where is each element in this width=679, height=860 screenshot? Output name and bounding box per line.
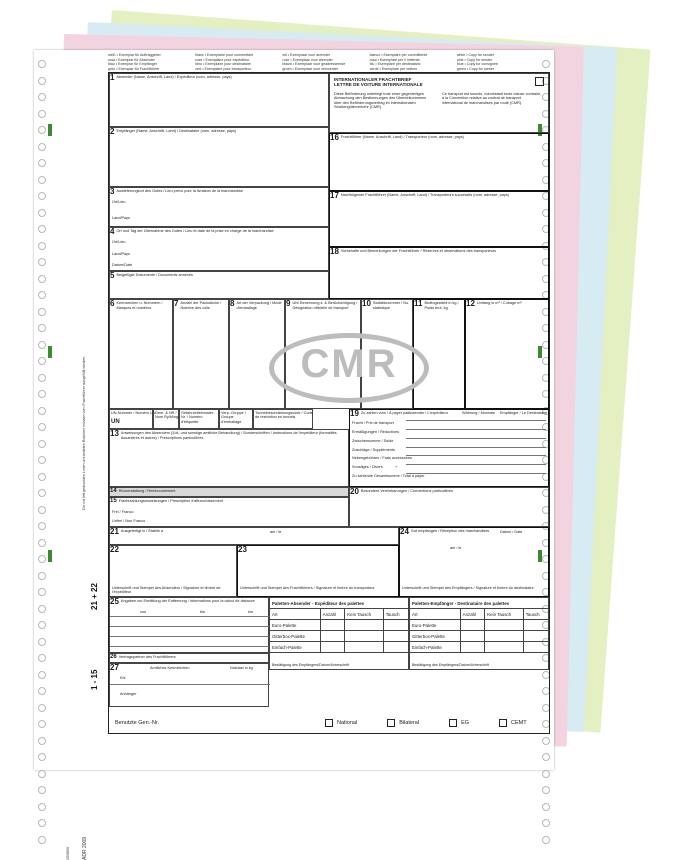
title-block: INTERNATIONALER FRACHTBRIEF LETTRE DE VOITURE INTERNATIONALE Diese Beförderung unterliegt trotz einer gegenteiligen Abmachung den Bestimmungen des Übereinkommens über den Beförderungsvertrag im internationalen Straßengüterverkehr (CMR). Ce transport est soumis, nonobstant toute clause contraire, à la Convention relative au contrat de transport international de marchandises par route (CMR). <box>329 73 549 133</box>
tractor-hole <box>38 687 46 695</box>
tractor-hole <box>38 456 46 464</box>
tractor-hole <box>38 704 46 712</box>
box-9-description[interactable]: 9 UN/ Benennung s. & Berückichtigung / Désignation officielle de transport <box>285 299 361 409</box>
tractor-hole <box>38 60 46 68</box>
tractor-hole <box>38 258 46 266</box>
box-12-volume[interactable]: 12 Umfang in m³ / Cubage m³ <box>465 299 549 409</box>
tractor-hole <box>38 588 46 596</box>
tractor-hole <box>38 143 46 151</box>
tractor-hole <box>38 126 46 134</box>
box-15-freight-payment[interactable]: 15 Frachtzahlungsanweisungen / Prescription d'affranchissement Frei / Franco Unfrei / Non Franco <box>109 497 349 527</box>
tractor-hole <box>38 605 46 613</box>
tractor-hole <box>38 539 46 547</box>
tractor-hole <box>38 638 46 646</box>
box-24-goods-received[interactable]: 24 Gut empfangen / Réception des marchandises Datum / Date am / le Unterschrift und Stempel des Empfängers / Signature et timbre du destinataire <box>399 527 549 597</box>
tractor-hole <box>38 737 46 745</box>
tractor-hole <box>38 621 46 629</box>
adr-label: ADR 2009 <box>82 836 88 860</box>
tractor-hole <box>542 786 550 794</box>
tractor-hole <box>38 720 46 728</box>
pallet-sender-table: Paletten-Absender - Expéditeur des palettes Art Anzahl Kein Tausch Tausch Euro-Palette Gitterbox-Palette Einfach-Palette Bestätigung des Empfängers/Datum/Unterschrift <box>269 597 409 670</box>
box-22-sender-signature[interactable]: 22 Unterschrift und Stempel des Absenders / Signature et timbre de l'expéditeur <box>109 545 237 597</box>
tractor-hole <box>38 242 46 250</box>
range-1-15: 1 - 15 <box>90 669 99 690</box>
tractor-hole <box>38 275 46 283</box>
used-permit-label: Benutzte Gen.-Nr. <box>115 719 160 726</box>
side-note: Die mit fett gedruckten Linien umrandeten Rubriken müssen vom Frachtführer ausgefüllt werden. <box>82 355 86 510</box>
tractor-hole <box>38 324 46 332</box>
tractor-hole <box>542 819 550 827</box>
tractor-hole <box>38 93 46 101</box>
box-21-established[interactable]: 21 Ausgefertigt in / Établie à am / le <box>109 527 399 545</box>
side-labels <box>66 210 110 860</box>
tractor-hole <box>38 291 46 299</box>
tractor-hole <box>38 225 46 233</box>
cmr-watermark: CMR <box>269 333 429 403</box>
copy-legend: weiß • Exemplar für Auftraggeber blanc • Exemplaire pour commettant wit • Exemplaar voor afzender bianco • Esemplare per committente white • Copy for sender rosa • Exemplar für Absender rose • Exemplaire pour expéditeur roze • Exemplaar voor afzender rosa • Esemplare per il mittente pink • Copy for sender blau • Exemplar für Empfänger bleu • Exemplaire pour destinataire blauw • Exemplaar voor geadresseerde blu • Esemplare per destinatario blue • Copy for consignee grün • Exemplar für Frachtführer vert • Exemplaire pour transporteur groen • Exemplaar voor vervoerder verde • Esemplare per vettore green • Copy for carrier <box>108 53 498 71</box>
box-5-documents[interactable]: 5 Beigefügte Dokumente / Documents annexés <box>109 271 329 299</box>
box-16-carrier[interactable]: 16 Frachtführer (Name, Anschrift, Land) / Transporteur (nom, adresse, pays) <box>329 133 549 191</box>
tractor-hole <box>38 209 46 217</box>
left-tractor-holes <box>36 50 48 770</box>
tractor-hole <box>542 753 550 761</box>
left-green-mark <box>48 550 52 562</box>
box-6-marks[interactable]: 6 Kennzeichen u. Nummern / Marques et numéros <box>109 299 173 409</box>
pallet-receiver-table: Paletten-Empfänger - Destinataire des palettes Art Anzahl Kein Tausch Tausch Euro-Palette Gitterbox-Palette Einfach-Palette Bestätigung des Empfängers/Datum/Unterschrift <box>409 597 549 670</box>
box-25-distance[interactable]: 25 Angaben zur Ermittlung der Entfernung / Informations pour la calcul de distance von bis km <box>109 597 269 653</box>
box-13-instructions[interactable]: 13 Anweisungen des Absenders (Zoll- und sonstige amtliche Behandlung) / Sonderschriften / Instructions de l'expéditeur (formalités douanières et autres) / Prescriptions particulières <box>109 429 349 487</box>
box-17-successive-carriers[interactable]: 17 Nachfolgende Frachtführer (Name, Anschrift, Land) / Transporteurs successifs (nom, adresse, pays) <box>329 191 549 247</box>
box-23-carrier-signature[interactable]: 23 Unterschrift und Stempel des Frachtführers / Signature et timbre du transporteur <box>237 545 399 597</box>
dg-col[interactable]: Gem. & NR / Nom Ry/Ming <box>153 409 179 429</box>
range-21-22: 21 + 22 <box>90 583 99 610</box>
tractor-hole <box>38 407 46 415</box>
tractor-hole <box>38 110 46 118</box>
tractor-hole <box>38 803 46 811</box>
form-number: 15/9850 <box>66 847 70 860</box>
box-26-contract-partner[interactable]: 26 Vertragspartner des Frachtführers <box>109 653 269 663</box>
tractor-hole <box>38 506 46 514</box>
tractor-hole <box>38 671 46 679</box>
box-11-weight[interactable]: 11 Bruttogewicht in kg / Poids brut, kg <box>413 299 465 409</box>
tractor-hole <box>542 770 550 778</box>
box-3-delivery-place[interactable]: 3 Auslieferungsort des Gutes / Lieu prévu pour la livraison de la marchandise Ort/Lieu Land/Pays <box>109 187 329 227</box>
pallet-sender-title: Paletten-Absender - Expéditeur des palettes <box>270 598 409 609</box>
box-8-packing[interactable]: 8 Art der Verpackung / Mode d'emballage <box>229 299 285 409</box>
box-19-payment[interactable]: 19 Zu zahlen vom / À payer par Absender / L'expéditeur Währung / Monnaie Empfänger / Le Destinataire Fracht / Prix de transport Ermäßigungen / Réductions Zwischensumme / Solde Zuschläge / Suppléments Nebengebühren / Frais accessoires Sonstiges / Divers + Zu zahlende Gesamtsumme / Total à payer <box>349 409 549 487</box>
cmr-form <box>108 72 550 734</box>
tractor-hole <box>38 770 46 778</box>
pallet-receiver-title: Paletten-Empfänger - Destinataire des palettes <box>410 598 549 609</box>
tractor-hole <box>38 786 46 794</box>
box-4-pickup[interactable]: 4 Ort und Tag der Übernahme des Gutes / Lieu et date de la prise en charge de la marchandise Ort/Lieu Land/Pays Datum/Date <box>109 227 329 271</box>
tractor-hole <box>38 819 46 827</box>
tractor-hole <box>38 159 46 167</box>
box-18-reservations[interactable]: 18 Vorbehalte und Bemerkungen der Frachtführer / Réserves et observations des transporteurs <box>329 247 549 299</box>
box-14-cod[interactable]: 14 Rückerstattung / Remboursement <box>109 487 349 497</box>
left-green-mark <box>48 124 52 136</box>
tractor-hole <box>38 753 46 761</box>
tractor-hole <box>542 737 550 745</box>
left-green-mark <box>48 346 52 358</box>
tractor-hole <box>38 489 46 497</box>
tractor-hole <box>38 836 46 844</box>
tractor-hole <box>38 654 46 662</box>
tractor-hole <box>38 473 46 481</box>
un-number-cell[interactable]: UN-Nummer / Numéro UN UN <box>109 409 153 429</box>
box-10-statistic[interactable]: 10 Statistiknummer / No. statistique <box>361 299 413 409</box>
national-checkbox[interactable] <box>325 719 333 727</box>
tractor-hole <box>38 341 46 349</box>
tractor-hole <box>38 555 46 563</box>
tractor-hole <box>38 374 46 382</box>
tractor-hole <box>38 440 46 448</box>
box-2-consignee[interactable]: 2 Empfänger (Name, Anschrift, Land) / Destinataire (nom, adresse, pays) <box>109 127 329 187</box>
tractor-hole <box>38 77 46 85</box>
dg-col[interactable]: Gefahrzettelmuster-Nr. / Numéro d'étiquette <box>179 409 219 429</box>
box-1-sender[interactable]: 1 Absender (Name, Anschrift, Land) / Expéditeur (nom, adresse, pays) <box>109 73 329 127</box>
cemt-checkbox[interactable] <box>499 719 507 727</box>
tractor-hole <box>38 423 46 431</box>
tractor-hole <box>38 522 46 530</box>
box-7-packages[interactable]: 7 Anzahl der Packstücke / Nombre des colis <box>173 299 229 409</box>
checkbox[interactable] <box>535 77 544 86</box>
tractor-hole <box>38 390 46 398</box>
cmr-form-sheet <box>34 50 554 860</box>
eg-checkbox[interactable] <box>449 719 457 727</box>
bilateral-checkbox[interactable] <box>387 719 395 727</box>
dg-col[interactable]: Tunnelbeschränkungscode / Code de restriction en tunnels <box>253 409 313 429</box>
tractor-hole <box>542 803 550 811</box>
tractor-hole <box>38 572 46 580</box>
dg-col[interactable]: Verp.-Gruppe / Groupe d'emballage <box>219 409 253 429</box>
footer-license: Benutzte Gen.-Nr. National Bilateral EG CEMT <box>115 719 527 726</box>
tractor-hole <box>38 308 46 316</box>
tractor-hole <box>542 836 550 844</box>
box-27-vehicle[interactable]: 27 Amtliches Kennzeichen Nutzlast in kg Kfz Anhänger <box>109 663 269 707</box>
box-20-special-agreements[interactable]: 20 Besondere Vereinbarungen / Conventions particulières <box>349 487 549 527</box>
tractor-hole <box>38 192 46 200</box>
tractor-hole <box>38 357 46 365</box>
tractor-hole <box>38 176 46 184</box>
